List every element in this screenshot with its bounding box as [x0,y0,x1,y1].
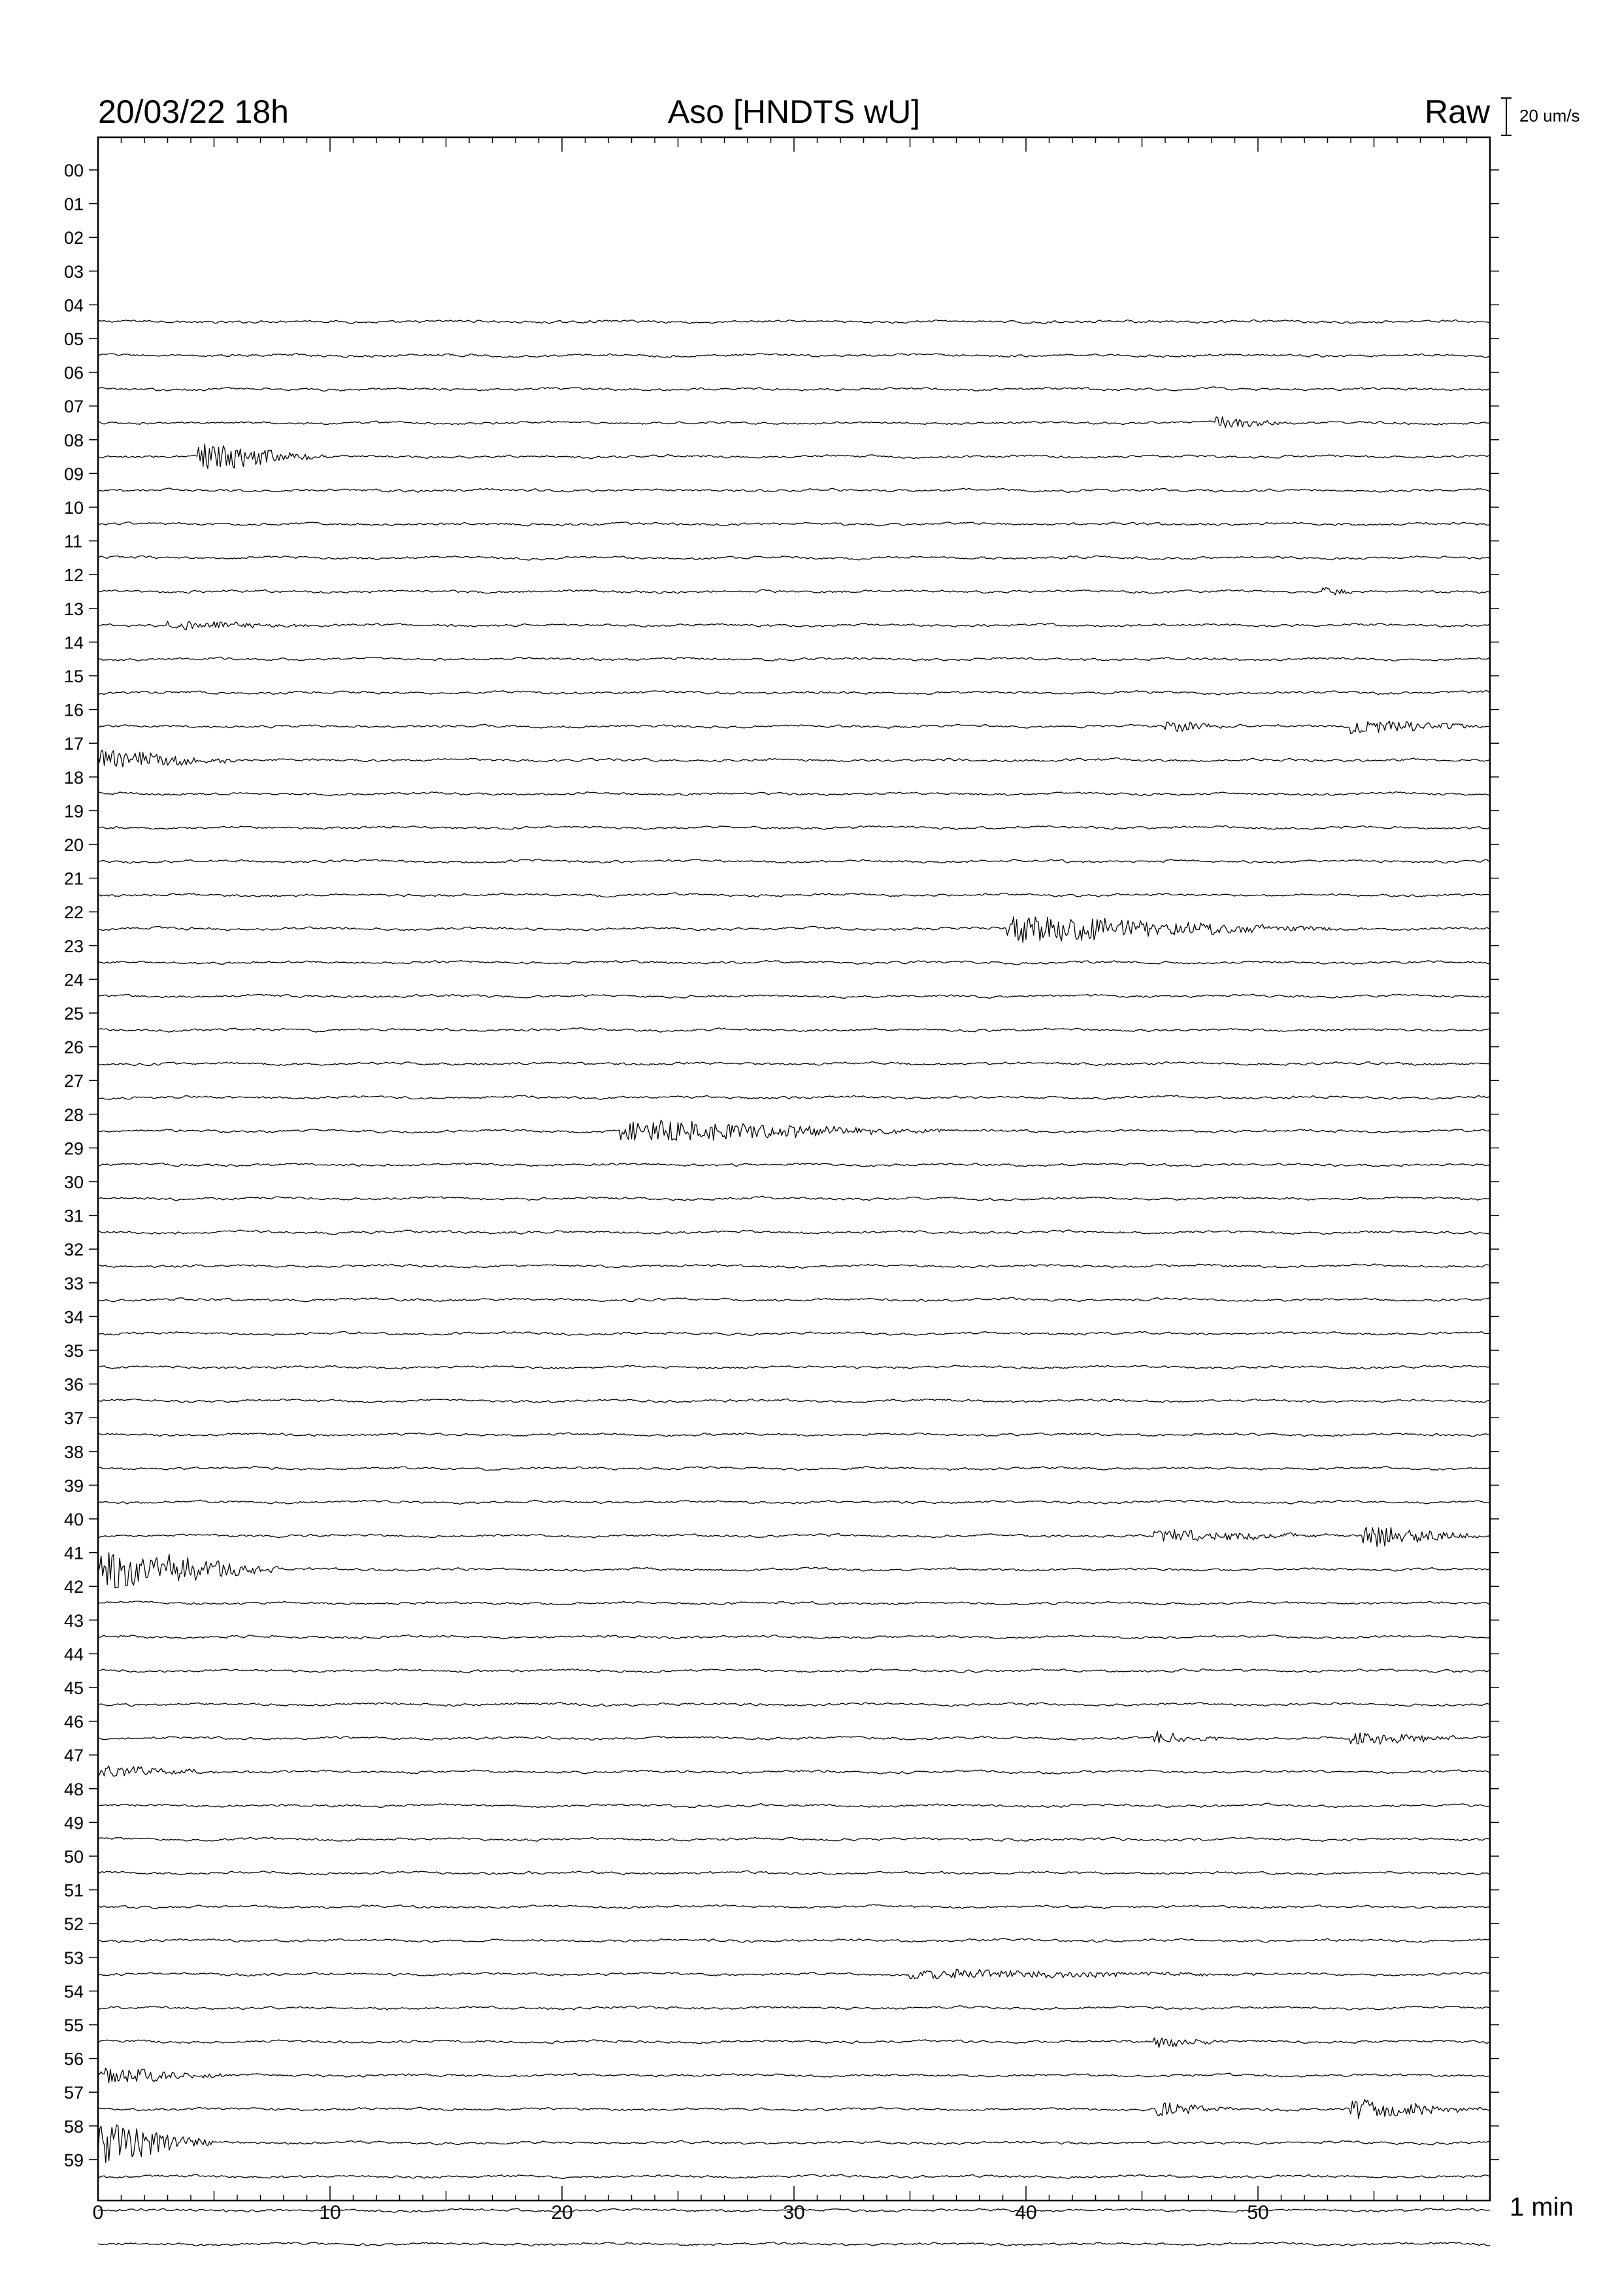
seismic-trace [98,556,1490,560]
row-label: 00 [64,161,84,180]
seismic-trace [98,621,1490,629]
scale-bar-label: 20 um/s [1519,106,1580,125]
seismic-trace [98,417,1490,427]
row-label: 51 [64,1880,84,1901]
row-label: 18 [64,767,84,788]
seismic-trace [98,1527,1490,1547]
row-label: 58 [64,2116,84,2137]
seismic-trace [98,1601,1490,1605]
row-label: 10 [64,498,84,518]
x-tick-label: 40 [1015,2202,1037,2223]
row-label: 59 [64,2150,84,2171]
seismic-trace [98,1837,1490,1841]
row-label: 41 [64,1543,84,1563]
row-label: 46 [64,1712,84,1732]
seismic-trace [98,1467,1490,1471]
row-label: 21 [64,869,84,889]
seismic-trace [98,1365,1490,1369]
row-label: 49 [64,1813,84,1833]
row-label: 26 [64,1037,84,1057]
row-label: 42 [64,1577,84,1597]
seismic-trace [98,444,1490,469]
seismic-trace [98,1264,1490,1268]
row-label: 37 [64,1408,84,1429]
row-label: 23 [64,936,84,956]
row-label: 55 [64,2016,84,2035]
seismic-trace [98,1938,1490,1942]
plot-frame [98,137,1490,2201]
row-label: 29 [64,1139,84,1159]
seismic-trace [98,588,1490,595]
seismic-trace [98,2099,1490,2118]
x-tick-label: 30 [783,2202,805,2223]
seismic-trace [98,825,1490,829]
row-label: 56 [64,2049,84,2069]
row-label: 04 [64,295,84,316]
seismic-trace [98,1062,1490,1066]
seismic-trace [98,2242,1490,2246]
row-label: 44 [64,1644,84,1665]
row-label: 15 [64,667,84,686]
seismic-trace [98,2125,1490,2163]
row-label: 35 [64,1341,84,1361]
seismic-trace [98,994,1490,998]
seismic-trace [98,1163,1490,1167]
row-label: 19 [64,801,84,822]
seismic-trace [98,917,1490,943]
row-label: 30 [64,1173,84,1192]
row-label: 36 [64,1374,84,1395]
seismic-trace [98,691,1490,695]
row-label: 09 [64,464,84,484]
x-tick-label: 50 [1247,2202,1269,2223]
seismic-trace [98,1731,1490,1744]
row-label: 54 [64,1982,84,2002]
seismic-trace [98,1028,1490,1033]
seismic-trace [98,1120,1490,1140]
row-label: 11 [64,531,83,552]
row-label: 33 [64,1273,84,1293]
scale-bar [1501,98,1580,135]
row-label: 06 [64,363,84,383]
seismic-trace [98,1433,1490,1437]
seismic-trace [98,1766,1490,1777]
row-label: 07 [64,397,84,417]
seismic-trace [98,1500,1490,1504]
row-label: 02 [64,228,84,248]
row-label: 32 [64,1240,84,1260]
row-label: 38 [64,1442,84,1462]
seismic-trace [98,522,1490,526]
row-label: 52 [64,1914,84,1935]
x-tick-label: 0 [92,2202,104,2223]
seismic-trace [98,1635,1490,1639]
seismic-trace [98,2038,1490,2048]
seismic-trace [98,2174,1490,2178]
row-label: 27 [64,1071,84,1091]
seismic-trace [98,1803,1490,1808]
seismic-trace [98,1553,1490,1588]
header-datetime: 20/03/22 18h [98,93,289,130]
row-label: 14 [64,633,84,653]
row-label: 34 [64,1307,84,1327]
seismic-trace [98,792,1490,796]
header-station: Aso [HNDTS wU] [667,93,921,130]
row-label: 17 [64,734,84,754]
seismic-trace [98,960,1490,965]
row-label: 45 [64,1678,84,1698]
row-label: 16 [64,700,84,720]
seismic-trace [98,750,1490,767]
row-label: 22 [64,903,84,923]
seismic-trace [98,721,1490,733]
row-label: 28 [64,1105,84,1125]
seismic-trace [98,859,1490,863]
seismic-trace [98,1095,1490,1099]
seismic-trace [98,387,1490,391]
seismic-trace [98,354,1490,358]
seismic-trace [98,1331,1490,1335]
seismic-trace [98,893,1490,897]
seismic-trace [98,488,1490,492]
x-tick-label: 20 [551,2202,573,2223]
header-mode: Raw [1424,93,1490,130]
time-unit-label: 1 min [1510,2193,1574,2221]
row-label: 08 [64,430,84,450]
row-label: 57 [64,2083,84,2103]
seismic-trace [98,657,1490,661]
row-label: 01 [64,194,84,214]
seismic-trace [98,1196,1490,1201]
seismic-trace [98,1905,1490,1908]
seismic-trace [98,1703,1490,1706]
seismic-trace [98,1969,1490,1979]
row-label: 48 [64,1779,84,1799]
seismic-trace [98,2068,1490,2083]
seismic-trace [98,1669,1490,1672]
row-label: 39 [64,1476,84,1496]
row-label: 40 [64,1510,84,1529]
seismic-trace [98,1230,1490,1235]
seismic-trace [98,1399,1490,1403]
row-label: 12 [64,565,84,586]
row-label: 53 [64,1948,84,1968]
row-label: 25 [64,1004,84,1023]
row-label: 31 [64,1206,84,1226]
seismic-trace [98,2006,1490,2010]
seismic-trace [98,1871,1490,1875]
row-label: 13 [64,599,84,619]
row-label: 20 [64,835,84,855]
row-label: 05 [64,329,84,349]
row-label: 50 [64,1847,84,1867]
seismic-trace [98,320,1490,324]
row-label: 47 [64,1746,84,1766]
row-label: 43 [64,1610,84,1631]
row-label: 03 [64,261,84,282]
x-tick-label: 10 [319,2202,341,2223]
seismic-trace [98,1297,1490,1301]
row-label: 24 [64,970,84,990]
